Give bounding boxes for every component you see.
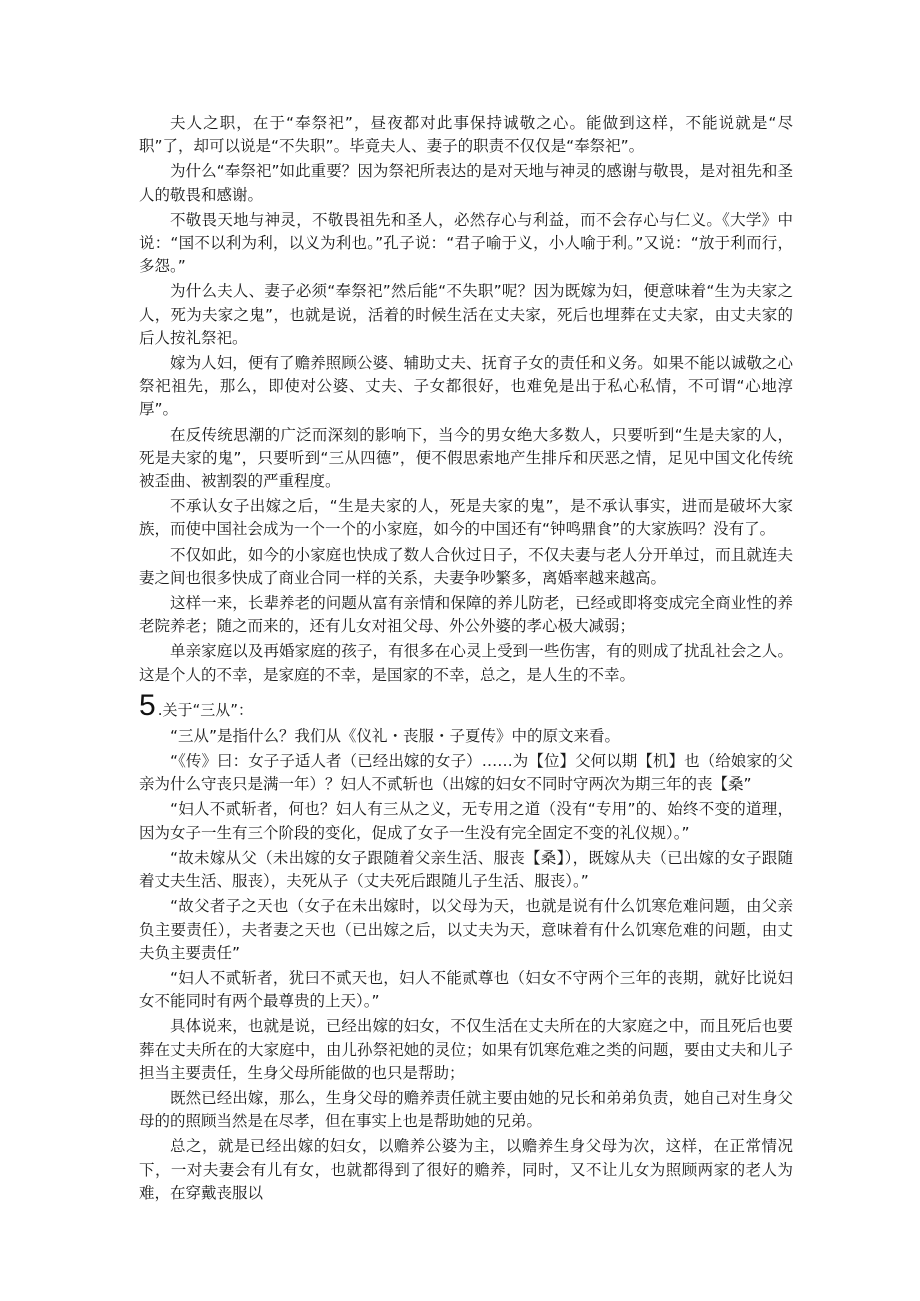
paragraph: 不承认女子出嫁之后，“生是夫家的人，死是夫家的鬼”，是不承认事实，进而是破坏大家族，而使中国社会成为一个一个的小家庭，如今的中国还有“钟鸣鼎食”的大家族吗？没有了。: [139, 497, 793, 539]
paragraph: 不仅如此，如今的小家庭也快成了数人合伙过日子，不仅夫妻与老人分开单过，而且就连夫妻之间也很多快成了商业合同一样的关系，夫妻争吵繁多，离婚率越来越高。: [139, 545, 793, 587]
paragraph: 这样一来，长辈养老的问题从富有亲情和保障的养儿防老，已经或即将变成完全商业性的养老院养老；随之而来的，还有儿女对祖父母、外公外婆的孝心极大减弱；: [139, 594, 793, 636]
paragraph: 单亲家庭以及再婚家庭的孩子，有很多在心灵上受到一些伤害，有的则成了扰乱社会之人。这是个人的不幸，是家庭的不幸，是国家的不幸，总之，是人生的不幸。: [139, 642, 793, 684]
quoted-paragraph: “妇人不贰斩者，犹曰不贰天也，妇人不能贰尊也（妇女不守两个三年的丧期，就好比说妇女不能同时有两个最尊贵的上天）。”: [139, 968, 793, 1011]
paragraph: 为什么夫人、妻子必须“奉祭祀”然后能“不失职”呢？因为既嫁为妇，便意味着“生为夫家之人，死为夫家之鬼”，也就是说，活着的时候生活在丈夫家，死后也埋葬在丈夫家，由丈夫家的后人按礼祭祀。: [139, 282, 793, 347]
section-number: 5: [139, 688, 156, 722]
section-heading: [139, 688, 793, 725]
paragraph: 具体说来，也就是说，已经出嫁的妇女，不仅生活在丈夫所在的大家庭之中，而且死后也要葬在丈夫所在的大家庭中，由儿孙祭祀她的灵位；如果有饥寒危难之类的问题，要由丈夫和儿子担当主要责任，生身父母所能做的也只是帮助；: [139, 1017, 793, 1082]
paragraph: 不敬畏天地与神灵，不敬畏祖先和圣人，必然存心与利益，而不会存心与仁义。《大学》中说：“国不以利为利，以义为利也。”孔子说：“君子喻于义，小人喻于利。”又说：“放于利而行，多怨。”: [139, 210, 793, 276]
quoted-paragraph: “故父者子之天也（女子在未出嫁时，以父母为天，也就是说有什么饥寒危难问题，由父亲负主要责任），夫者妻之天也（已出嫁之后，以丈夫为天，意味着有什么饥寒危难的问题，由丈夫负主要责任”: [139, 897, 793, 962]
quoted-paragraph: “故未嫁从父（未出嫁的女子跟随着父亲生活、服丧【桑】），既嫁从夫（已出嫁的女子跟随着丈夫生活、服丧），夫死从子（丈夫死后跟随儿子生活、服丧）。”: [139, 848, 793, 891]
paragraph: 既然已经出嫁，那么，生身父母的赡养责任就主要由她的兄长和弟弟负责，她自己对生身父母的的照顾当然是在尽孝，但在事实上也是帮助她的兄弟。: [139, 1088, 793, 1131]
paragraph: 嫁为人妇，便有了赡养照顾公婆、辅助丈夫、抚育子女的责任和义务。如果不能以诚敬之心祭祀祖先，那么，即使对公婆、丈夫、子女都很好，也难免是出于私心私情，不可谓“心地淳厚”。: [139, 354, 793, 419]
quoted-paragraph: “《传》曰：女子子适人者（已经出嫁的女子）……为【位】父何以期【机】也（给娘家的父亲为什么守丧只是满一年）？妇人不贰斩也（出嫁的妇女不同时守两次为期三年的丧【桑”: [139, 752, 793, 794]
paragraph: 夫人之职，在于“奉祭祀”，昼夜都对此事保持诚敬之心。能做到这样，不能说就是“尽职”了，却可以说是“不失职”。毕竟夫人、妻子的职责不仅仅是“奉祭祀”。: [139, 114, 793, 156]
paragraph: 为什么“奉祭祀”如此重要？因为祭祀所表达的是对天地与神灵的感谢与敬畏，是对祖先和圣人的敬畏和感谢。: [139, 162, 793, 204]
paragraph: “三从”是指什么？我们从《仪礼・丧服・子夏传》中的原文来看。: [170, 726, 621, 745]
document-body: [139, 112, 793, 1207]
quoted-paragraph: “妇人不贰斩者，何也？妇人有三从之义，无专用之道（没有“专用”的、始终不变的道理，因为女子一生有三个阶段的变化，促成了女子一生没有完全固定不变的礼仪规）。”: [139, 800, 793, 842]
paragraph: 在反传统思潮的广泛而深刻的影响下，当今的男女绝大多数人，只要听到“生是夫家的人，死是夫家的鬼”，只要听到“三从四德”，便不假思索地产生排斥和厌恶之情，足见中国文化传统被歪曲、被割裂的严重程度。: [139, 425, 793, 491]
section-title: .关于“三从”：: [157, 700, 253, 719]
paragraph: 总之，就是已经出嫁的妇女，以赡养公婆为主，以赡养生身父母为次，这样，在正常情况下，一对夫妻会有儿有女，也就都得到了很好的赡养，同时，又不让儿女为照顾两家的老人为难，在穿戴丧服以: [139, 1137, 793, 1202]
